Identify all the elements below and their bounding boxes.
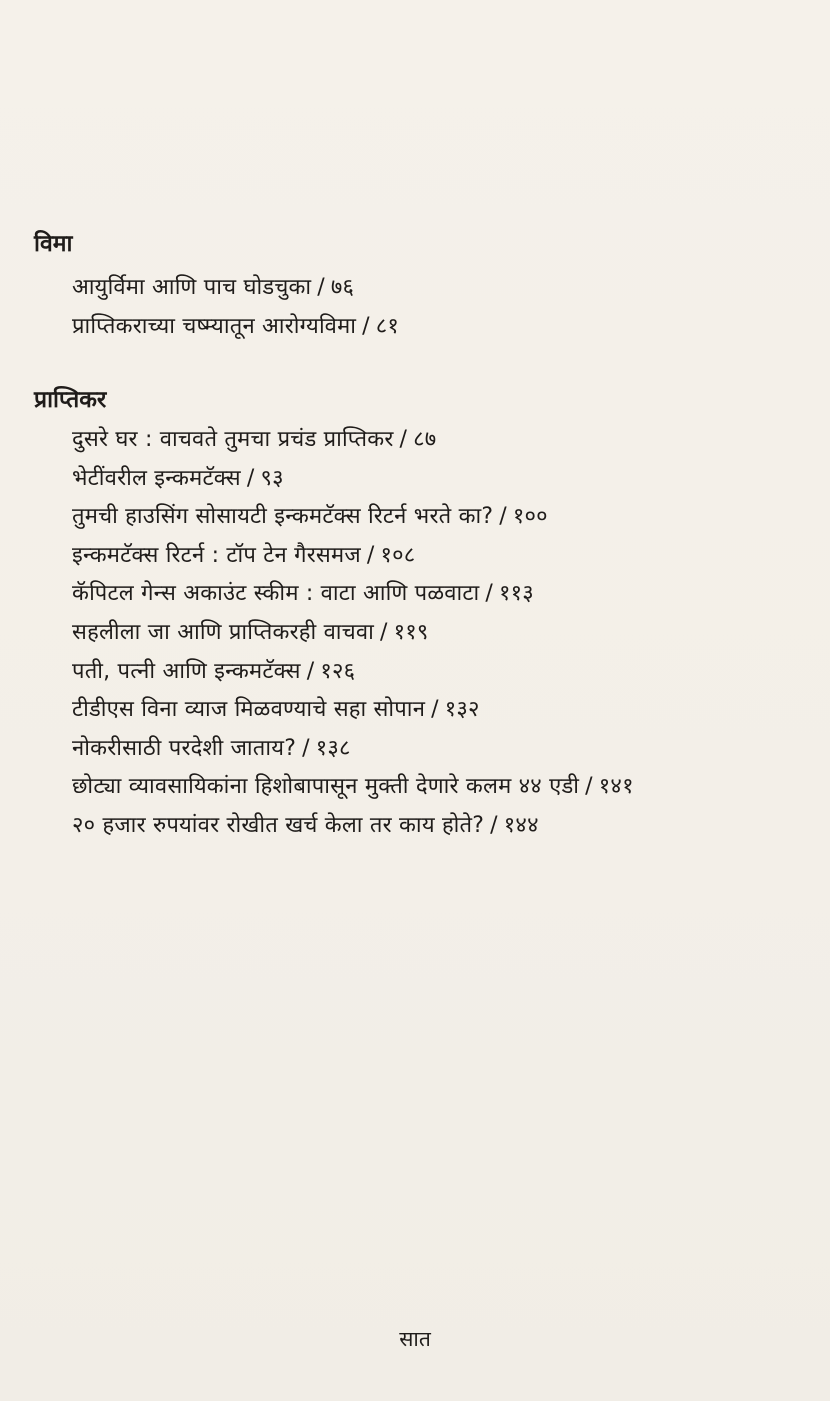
- entry-list: [34, 421, 804, 846]
- entry-page-number: १४१: [598, 774, 634, 800]
- entry-separator: /: [399, 427, 408, 452]
- entry-title: कॅपिटल गेन्स अकाउंट स्कीम : वाटा आणि पळवाटा: [72, 581, 480, 607]
- entry-title: छोट्या व्यावसायिकांना हिशोबापासून मुक्ती देणारे कलम ४४ एडी: [72, 774, 580, 800]
- toc-entry: [72, 768, 804, 807]
- toc-entry: [72, 269, 804, 308]
- entry-separator: /: [306, 658, 315, 684]
- entry-list: [34, 269, 804, 346]
- entry-separator: /: [366, 542, 375, 568]
- toc-section-insurance: [34, 227, 804, 346]
- toc-entry: [72, 807, 804, 846]
- toc-entry: [72, 498, 804, 537]
- entry-page-number: १२६: [320, 658, 356, 684]
- entry-separator: /: [485, 581, 494, 607]
- entry-title: इन्कमटॅक्स रिटर्न : टॉप टेन गैरसमज: [72, 542, 361, 568]
- page-number-footer: सात: [399, 1327, 431, 1351]
- entry-separator: /: [585, 774, 593, 800]
- entry-page-number: ११९: [393, 619, 429, 645]
- entry-page-number: १३८: [315, 735, 351, 761]
- toc-entry: [72, 614, 804, 653]
- section-heading: प्राप्तिकर: [34, 387, 107, 413]
- entry-title: २० हजार रुपयांवर रोखीत खर्च केला तर काय होते?: [72, 812, 485, 838]
- entry-separator: /: [380, 619, 388, 645]
- toc-entry: [72, 421, 804, 460]
- toc-entry: [72, 308, 804, 347]
- entry-page-number: ११३: [499, 581, 534, 607]
- section-heading: विमा: [34, 231, 73, 257]
- entry-separator: /: [317, 275, 325, 300]
- entry-page-number: १४४: [503, 812, 539, 838]
- toc-entry: [72, 575, 804, 614]
- entry-title: तुमची हाउसिंग सोसायटी इन्कमटॅक्स रिटर्न भरते का?: [72, 504, 494, 530]
- entry-separator: /: [246, 465, 255, 491]
- toc-entry: [72, 653, 804, 692]
- entry-page-number: ८७: [413, 427, 437, 452]
- entry-page-number: ७६: [330, 275, 355, 300]
- entry-title: भेटींवरील इन्कमटॅक्स: [72, 465, 241, 491]
- entry-title: नोकरीसाठी परदेशी जाताय?: [72, 735, 297, 761]
- toc-entry: [72, 730, 804, 769]
- entry-page-number: १०८: [380, 542, 416, 568]
- toc-section-income-tax: [34, 383, 804, 846]
- entry-separator: /: [499, 504, 507, 530]
- entry-title: सहलीला जा आणि प्राप्तिकरही वाचवा: [72, 619, 374, 645]
- toc-entry: [72, 691, 804, 730]
- entry-title: दुसरे घर : वाचवते तुमचा प्रचंड प्राप्तिकर: [72, 427, 394, 452]
- entry-title: आयुर्विमा आणि पाच घोडचुका: [72, 275, 312, 300]
- entry-title: टीडीएस विना व्याज मिळवण्याचे सहा सोपान: [72, 697, 426, 723]
- entry-page-number: ८१: [375, 313, 400, 339]
- entry-page-number: १००: [512, 504, 548, 530]
- entry-separator: /: [302, 735, 310, 761]
- entry-page-number: ९३: [260, 465, 284, 491]
- toc-entry: [72, 460, 804, 499]
- entry-page-number: १३२: [444, 697, 480, 723]
- entry-separator: /: [490, 812, 498, 838]
- toc-entry: [72, 537, 804, 576]
- entry-title: प्राप्तिकराच्या चष्म्यातून आरोग्यविमा: [72, 313, 357, 339]
- entry-separator: /: [431, 697, 439, 723]
- entry-separator: /: [362, 313, 370, 339]
- entry-title: पती, पत्नी आणि इन्कमटॅक्स: [72, 658, 301, 684]
